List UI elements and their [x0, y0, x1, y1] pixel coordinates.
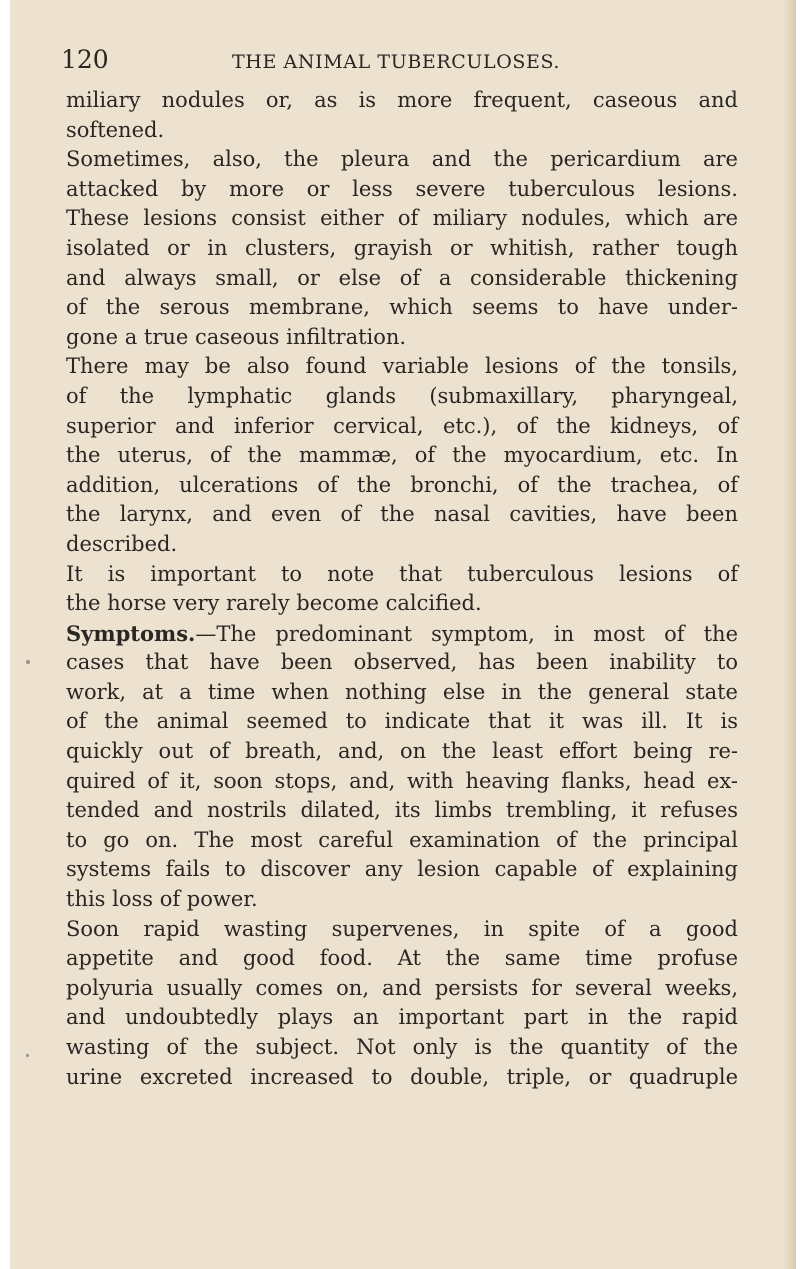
text-line: of the animal seemed to indicate that it was ill. It is: [66, 709, 738, 734]
book-page: [10, 0, 796, 1269]
text-line: of the serous membrane, which seems to have under-: [66, 295, 738, 320]
text-line: described.: [66, 531, 178, 556]
text-line: and undoubtedly plays an important part in the rapid: [66, 1005, 738, 1030]
text-line: and always small, or else of a considerable thickening: [66, 265, 738, 290]
text-line: There may be also found variable lesions of the tonsils,: [66, 354, 738, 379]
text-line: miliary nodules or, as is more frequent, caseous and: [66, 88, 738, 112]
text-line: the larynx, and even of the nasal cavities, have been: [66, 502, 738, 527]
section-heading-symptoms: Symptoms.: [66, 620, 196, 646]
text-line: isolated or in clusters, grayish or whitish, rather tough: [66, 235, 738, 260]
text-line: Soon rapid wasting supervenes, in spite of a good: [66, 916, 738, 941]
text-line: this loss of power.: [66, 887, 258, 912]
text-line: the horse very rarely become calcified.: [66, 591, 482, 616]
text-line: appetite and good food. At the same time profuse: [66, 946, 738, 971]
text-line: softened.: [66, 117, 165, 142]
paper-speck: [26, 1054, 29, 1057]
text-line: It is important to note that tuberculous lesions of: [66, 561, 738, 586]
text-line: attacked by more or less severe tuberculous lesions.: [66, 176, 738, 201]
text-line: cases that have been observed, has been inability to: [66, 650, 738, 675]
page-number: 120: [61, 45, 109, 74]
text-line: Sometimes, also, the pleura and the pericardium are: [66, 147, 738, 172]
running-title: THE ANIMAL TUBERCULOSES.: [232, 51, 561, 73]
text-line: urine excreted increased to double, triple, or quadruple: [66, 1064, 738, 1089]
page-header: [10, 44, 796, 84]
paper-speck: [26, 660, 30, 664]
text-line-with-heading: [66, 619, 738, 649]
text-line: tended and nostrils dilated, its limbs trembling, it refuses: [66, 798, 738, 823]
text-line: addition, ulcerations of the bronchi, of the trachea, of: [66, 472, 738, 497]
page-edge-shadow: [782, 0, 796, 1269]
body-text: [66, 86, 738, 1092]
text-line: to go on. The most careful examination of the principal: [66, 827, 738, 852]
text-line: quickly out of breath, and, on the least effort being re-: [66, 739, 738, 764]
text-line: These lesions consist either of miliary nodules, which are: [66, 206, 738, 231]
text-line: the uterus, of the mammæ, of the myocardium, etc. In: [66, 443, 738, 468]
text-line: of the lymphatic glands (submaxillary, pharyngeal,: [66, 383, 738, 408]
text-line: work, at a time when nothing else in the general state: [66, 679, 738, 704]
text-line: superior and inferior cervical, etc.), of the kidneys, of: [66, 413, 738, 438]
text-line: gone a true caseous infiltration.: [66, 324, 407, 349]
text-line: quired of it, soon stops, and, with heaving flanks, head ex-: [66, 768, 738, 793]
text-line: polyuria usually comes on, and persists for several weeks,: [66, 975, 738, 1000]
text-line: systems fails to discover any lesion capable of explaining: [66, 857, 738, 882]
text-line-rest: —The predominant symptom, in most of the: [195, 621, 738, 646]
text-line: wasting of the subject. Not only is the quantity of the: [66, 1035, 738, 1059]
